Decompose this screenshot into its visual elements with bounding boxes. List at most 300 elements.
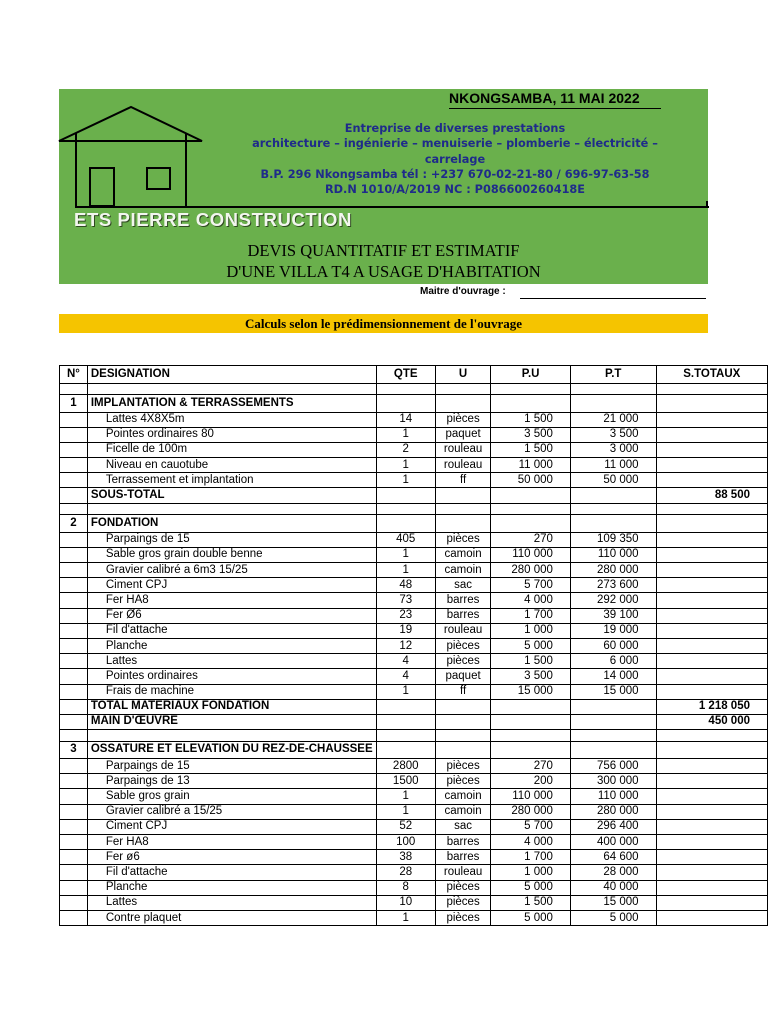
empty-cell [435,503,491,515]
item-designation: Parpaings de 15 [87,532,376,547]
section-number: 1 [60,395,88,413]
table-row [60,442,768,457]
item-total-price: 15 000 [570,895,656,910]
empty-cell [60,910,88,925]
item-total-price: 296 400 [570,819,656,834]
item-unit-price: 5 700 [491,578,571,593]
empty-cell [656,503,767,515]
item-total-price: 3 000 [570,442,656,457]
item-total-price: 19 000 [570,623,656,638]
empty-cell [656,910,767,925]
col-header-quantity: QTE [376,366,435,384]
empty-cell [491,503,571,515]
item-total-price: 400 000 [570,835,656,850]
empty-cell [656,608,767,623]
empty-cell [656,880,767,895]
item-designation: Frais de machine [87,684,376,699]
item-total-price: 60 000 [570,638,656,653]
table-row [60,850,768,865]
calculation-banner: Calculs selon le prédimensionnement de l'ouvrage [59,314,708,333]
empty-cell [656,850,767,865]
empty-cell [376,714,435,729]
subtotal-row [60,714,768,729]
item-unit: pièces [435,412,491,427]
item-unit: rouleau [435,623,491,638]
item-unit-price: 1 700 [491,608,571,623]
subtotal-row [60,488,768,503]
title-line-2: D'UNE VILLA T4 A USAGE D'HABITATION [226,262,541,281]
empty-cell [570,699,656,714]
item-unit-price: 4 000 [491,593,571,608]
item-unit-price: 3 500 [491,669,571,684]
item-quantity: 1 [376,427,435,442]
item-quantity: 100 [376,835,435,850]
empty-cell [376,395,435,413]
item-designation: Terrassement et implantation [87,473,376,488]
item-unit-price: 1 000 [491,623,571,638]
item-total-price: 292 000 [570,593,656,608]
empty-cell [570,488,656,503]
empty-cell [656,804,767,819]
empty-cell [60,714,88,729]
item-unit: pièces [435,880,491,895]
empty-cell [656,789,767,804]
item-unit: camoin [435,804,491,819]
table-row [60,623,768,638]
item-unit: sac [435,578,491,593]
empty-cell [60,699,88,714]
item-unit: barres [435,850,491,865]
table-body [60,383,768,926]
item-total-price: 40 000 [570,880,656,895]
item-unit-price: 1 500 [491,895,571,910]
item-total-price: 14 000 [570,669,656,684]
empty-cell [60,865,88,880]
empty-cell [656,593,767,608]
empty-cell [60,412,88,427]
table-row [60,895,768,910]
empty-cell [656,442,767,457]
company-services: architecture – ingénierie – menuiserie – plomberie – électricité – carrelage [252,137,658,166]
empty-cell [60,819,88,834]
item-total-price: 300 000 [570,774,656,789]
item-unit-price: 15 000 [491,684,571,699]
item-quantity: 23 [376,608,435,623]
empty-cell [491,699,571,714]
table-row [60,819,768,834]
item-unit: pièces [435,654,491,669]
empty-cell [376,488,435,503]
empty-cell [376,699,435,714]
empty-cell [570,503,656,515]
item-unit: camoin [435,789,491,804]
item-quantity: 1 [376,563,435,578]
empty-cell [656,395,767,413]
empty-cell [656,774,767,789]
empty-cell [60,759,88,774]
empty-cell [87,730,376,742]
item-quantity: 28 [376,865,435,880]
table-row [60,578,768,593]
empty-cell [376,515,435,533]
table-row [60,473,768,488]
item-quantity: 1500 [376,774,435,789]
empty-cell [570,730,656,742]
item-unit-price: 4 000 [491,835,571,850]
item-unit-price: 200 [491,774,571,789]
empty-cell [570,741,656,759]
table-row [60,458,768,473]
item-total-price: 110 000 [570,547,656,562]
empty-cell [656,684,767,699]
item-quantity: 10 [376,895,435,910]
empty-cell [60,789,88,804]
empty-cell [570,395,656,413]
table-row [60,563,768,578]
estimate-table [59,365,768,926]
empty-cell [87,383,376,395]
item-total-price: 11 000 [570,458,656,473]
item-unit: sac [435,819,491,834]
section-row [60,741,768,759]
item-designation: Planche [87,880,376,895]
item-designation: Ciment CPJ [87,819,376,834]
empty-cell [656,819,767,834]
item-designation: Fer HA8 [87,835,376,850]
table-row [60,608,768,623]
subtotal-value: 88 500 [656,488,767,503]
empty-cell [491,515,571,533]
item-designation: Fil d'attache [87,865,376,880]
empty-cell [570,714,656,729]
empty-cell [60,503,88,515]
col-header-number: N° [60,366,88,384]
empty-cell [435,699,491,714]
item-designation: Pointes ordinaires [87,669,376,684]
item-designation: Gravier calibré a 6m3 15/25 [87,563,376,578]
item-quantity: 1 [376,473,435,488]
empty-cell [60,532,88,547]
item-total-price: 273 600 [570,578,656,593]
company-brand: ETS PIERRE CONSTRUCTION [74,209,352,230]
empty-cell [60,473,88,488]
item-total-price: 64 600 [570,850,656,865]
item-quantity: 1 [376,684,435,699]
empty-cell [656,427,767,442]
item-unit: rouleau [435,458,491,473]
empty-cell [491,395,571,413]
item-total-price: 756 000 [570,759,656,774]
item-quantity: 52 [376,819,435,834]
item-unit: pièces [435,759,491,774]
item-designation: Contre plaquet [87,910,376,925]
empty-cell [656,730,767,742]
empty-cell [60,458,88,473]
item-total-price: 110 000 [570,789,656,804]
item-total-price: 28 000 [570,865,656,880]
item-total-price: 109 350 [570,532,656,547]
item-unit: paquet [435,669,491,684]
empty-cell [656,654,767,669]
col-header-unit-price: P.U [491,366,571,384]
empty-cell [656,835,767,850]
item-designation: Parpaings de 15 [87,759,376,774]
item-quantity: 2 [376,442,435,457]
table-row [60,865,768,880]
table-row [60,412,768,427]
item-quantity: 2800 [376,759,435,774]
table-row [60,774,768,789]
item-designation: Fil d'attache [87,623,376,638]
subtotal-value: 450 000 [656,714,767,729]
item-unit-price: 110 000 [491,547,571,562]
item-designation: Ciment CPJ [87,578,376,593]
item-unit-price: 5 000 [491,638,571,653]
item-unit: rouleau [435,442,491,457]
item-total-price: 280 000 [570,563,656,578]
empty-cell [656,638,767,653]
item-unit-price: 280 000 [491,804,571,819]
table-row [60,669,768,684]
item-quantity: 38 [376,850,435,865]
table-row [60,654,768,669]
item-quantity: 1 [376,458,435,473]
blank-row [60,730,768,742]
item-total-price: 50 000 [570,473,656,488]
empty-cell [435,488,491,503]
empty-cell [491,383,571,395]
table-row [60,759,768,774]
item-designation: Sable gros grain [87,789,376,804]
col-header-subtotals: S.TOTAUX [656,366,767,384]
item-quantity: 405 [376,532,435,547]
owner-signature-line [520,298,706,299]
item-unit: ff [435,473,491,488]
section-title: IMPLANTATION & TERRASSEMENTS [87,395,376,413]
item-unit-price: 1 500 [491,442,571,457]
subtotal-label: MAIN D'ŒUVRE [87,714,376,729]
item-designation: Lattes 4X8X5m [87,412,376,427]
subtotal-label: SOUS-TOTAL [87,488,376,503]
item-quantity: 1 [376,547,435,562]
empty-cell [376,383,435,395]
item-quantity: 19 [376,623,435,638]
empty-cell [60,669,88,684]
item-total-price: 6 000 [570,654,656,669]
subtotal-row [60,699,768,714]
table-header-row [60,366,768,384]
item-quantity: 48 [376,578,435,593]
table-row [60,910,768,925]
table-row [60,547,768,562]
section-row [60,515,768,533]
empty-cell [60,488,88,503]
item-unit: barres [435,593,491,608]
item-unit: pièces [435,895,491,910]
item-designation: Ficelle de 100m [87,442,376,457]
table-row [60,638,768,653]
empty-cell [656,458,767,473]
empty-cell [656,578,767,593]
empty-cell [656,412,767,427]
title-line-1: DEVIS QUANTITATIF ET ESTIMATIF [247,241,520,260]
empty-cell [60,623,88,638]
empty-cell [60,547,88,562]
empty-cell [60,654,88,669]
empty-cell [60,608,88,623]
item-total-price: 3 500 [570,427,656,442]
item-unit-price: 5 000 [491,880,571,895]
section-title: FONDATION [87,515,376,533]
item-quantity: 1 [376,789,435,804]
empty-cell [60,563,88,578]
item-unit: barres [435,835,491,850]
empty-cell [435,515,491,533]
empty-cell [570,515,656,533]
empty-cell [656,623,767,638]
table-row [60,789,768,804]
item-total-price: 15 000 [570,684,656,699]
item-designation: Gravier calibré a 15/25 [87,804,376,819]
table-row [60,532,768,547]
col-header-designation: DESIGNATION [87,366,376,384]
table-row [60,835,768,850]
blank-row [60,383,768,395]
empty-cell [60,593,88,608]
empty-cell [656,865,767,880]
company-registration: RD.N 1010/A/2019 NC : P086600260418E [324,183,586,197]
date-underline [449,108,661,109]
item-designation: Lattes [87,654,376,669]
empty-cell [60,850,88,865]
empty-cell [656,547,767,562]
empty-cell [656,515,767,533]
item-unit-price: 1 000 [491,865,571,880]
item-total-price: 39 100 [570,608,656,623]
table-row [60,804,768,819]
item-designation: Fer HA8 [87,593,376,608]
empty-cell [60,684,88,699]
empty-cell [60,427,88,442]
item-designation: Fer Ø6 [87,608,376,623]
item-unit-price: 1 500 [491,412,571,427]
empty-cell [60,442,88,457]
item-quantity: 4 [376,669,435,684]
item-designation: Lattes [87,895,376,910]
item-quantity: 1 [376,910,435,925]
empty-cell [570,383,656,395]
empty-cell [60,638,88,653]
table-row [60,684,768,699]
item-unit-price: 110 000 [491,789,571,804]
empty-cell [60,895,88,910]
empty-cell [491,730,571,742]
item-total-price: 280 000 [570,804,656,819]
empty-cell [491,741,571,759]
section-row [60,395,768,413]
item-unit-price: 50 000 [491,473,571,488]
empty-cell [60,578,88,593]
item-unit-price: 280 000 [491,563,571,578]
item-designation: Sable gros grain double benne [87,547,376,562]
section-number: 2 [60,515,88,533]
item-designation: Niveau en cauotube [87,458,376,473]
empty-cell [60,804,88,819]
empty-cell [656,741,767,759]
item-unit-price: 1 700 [491,850,571,865]
item-unit-price: 5 000 [491,910,571,925]
empty-cell [435,741,491,759]
item-unit-price: 11 000 [491,458,571,473]
empty-cell [656,759,767,774]
subtotal-label: TOTAL MATERIAUX FONDATION [87,699,376,714]
item-unit-price: 270 [491,532,571,547]
empty-cell [376,730,435,742]
item-unit: barres [435,608,491,623]
table-row [60,593,768,608]
subtotal-value: 1 218 050 [656,699,767,714]
empty-cell [491,488,571,503]
empty-cell [656,383,767,395]
company-activity: Entreprise de diverses prestations [344,122,566,135]
item-quantity: 8 [376,880,435,895]
empty-cell [656,473,767,488]
item-unit-price: 270 [491,759,571,774]
item-unit: paquet [435,427,491,442]
empty-cell [60,835,88,850]
empty-cell [491,714,571,729]
owner-label: Maitre d'ouvrage : [420,286,506,297]
empty-cell [376,741,435,759]
empty-cell [656,532,767,547]
item-unit: pièces [435,774,491,789]
empty-cell [435,714,491,729]
item-designation: Parpaings de 13 [87,774,376,789]
section-title: OSSATURE ET ELEVATION DU REZ-DE-CHAUSSEE [87,741,376,759]
item-unit: pièces [435,638,491,653]
empty-cell [656,669,767,684]
document-date: NKONGSAMBA, 11 MAI 2022 [449,90,640,106]
table-row [60,427,768,442]
item-unit: camoin [435,563,491,578]
company-contact: B.P. 296 Nkongsamba tél : +237 670-02-21-80 / 696-97-63-58 [260,167,650,181]
item-designation: Planche [87,638,376,653]
item-quantity: 4 [376,654,435,669]
item-unit: rouleau [435,865,491,880]
empty-cell [435,395,491,413]
item-quantity: 12 [376,638,435,653]
blank-row [60,503,768,515]
empty-cell [376,503,435,515]
item-unit: ff [435,684,491,699]
empty-cell [435,383,491,395]
item-total-price: 21 000 [570,412,656,427]
item-quantity: 1 [376,804,435,819]
item-designation: Pointes ordinaires 80 [87,427,376,442]
empty-cell [435,730,491,742]
empty-cell [60,730,88,742]
col-header-unit: U [435,366,491,384]
item-quantity: 73 [376,593,435,608]
empty-cell [656,563,767,578]
item-unit: pièces [435,532,491,547]
empty-cell [87,503,376,515]
company-info [220,121,690,197]
empty-cell [60,880,88,895]
item-unit-price: 3 500 [491,427,571,442]
col-header-total-price: P.T [570,366,656,384]
item-quantity: 14 [376,412,435,427]
